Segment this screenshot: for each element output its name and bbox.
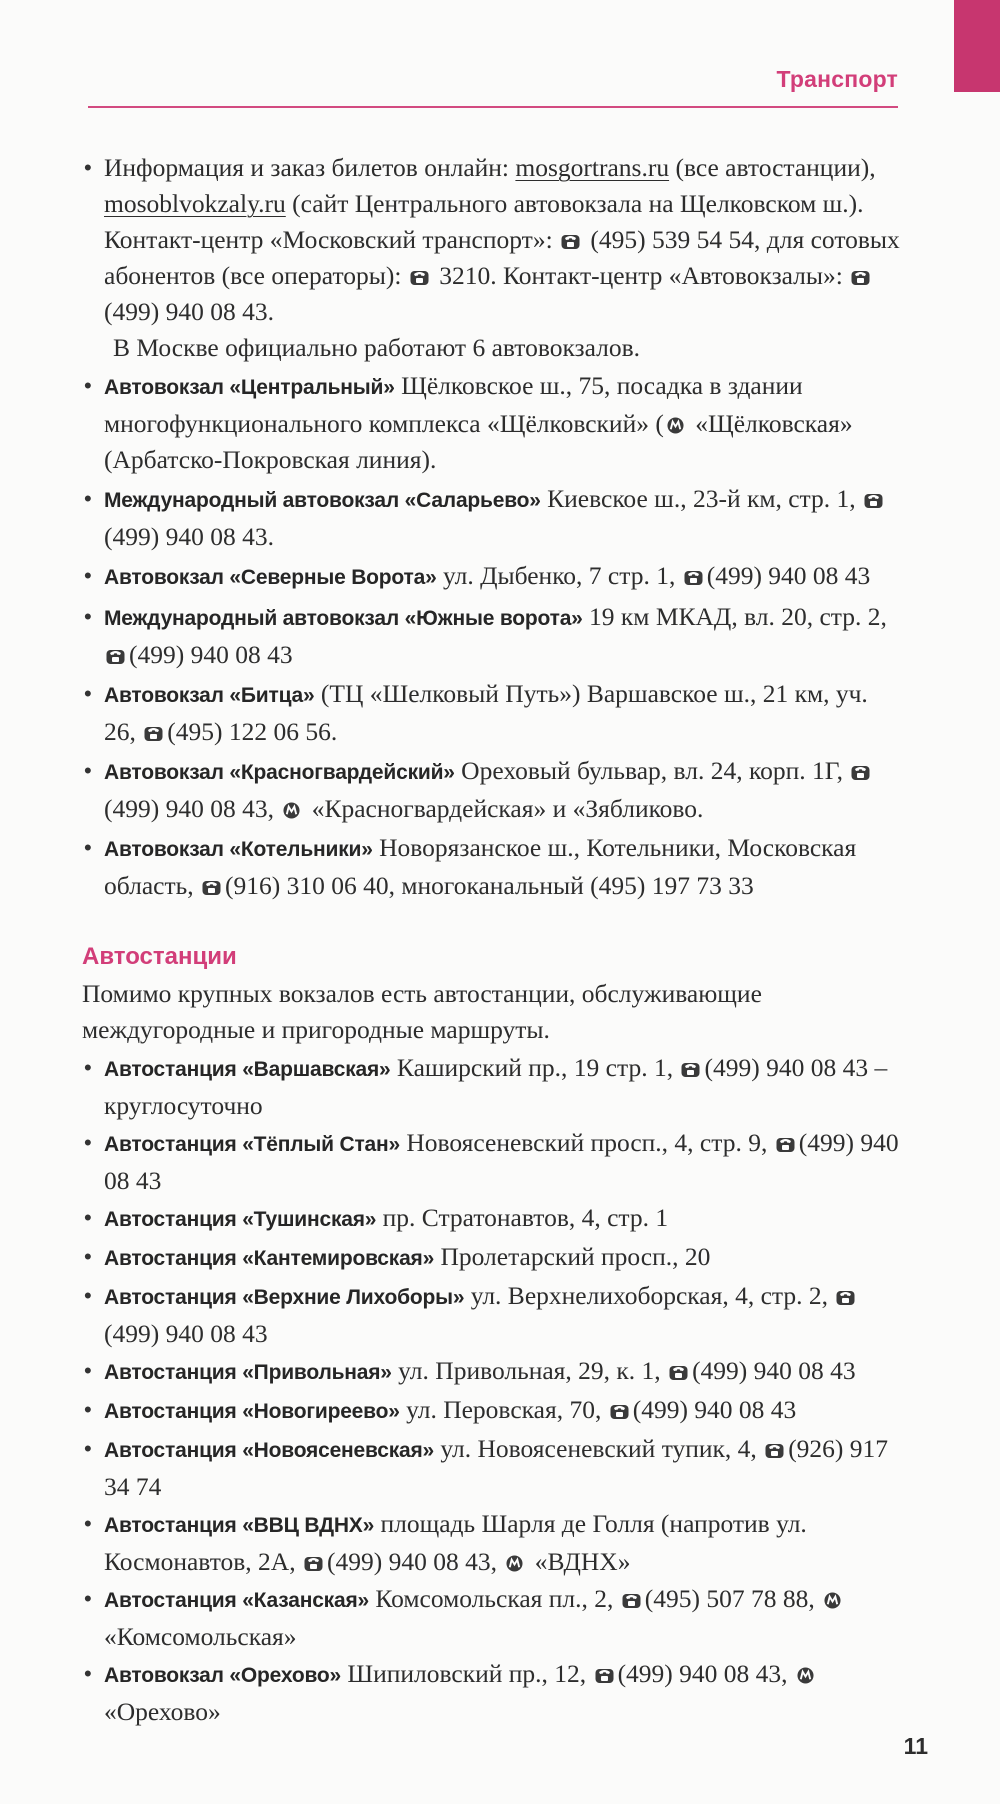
station-item [82,599,902,673]
station-address: Комсомольская пл., 2, [369,1584,620,1613]
bullet: • [84,835,92,860]
metro-station: «ВДНХ» [534,1547,631,1576]
phone-number: (499) 940 08 43 [706,561,871,590]
phone-number: (916) 310 06 40 [224,871,389,900]
metro-station: «Щёлковская» [695,409,853,438]
phone-number: (499) 940 08 43 [104,1128,899,1195]
phone-icon [622,1592,641,1609]
autostation-item [82,1353,902,1391]
station-address: Киевское ш., 23-й км, стр. 1, [540,484,863,513]
bullet: • [84,1055,92,1080]
intro-text: . Контакт-центр «Автовокзалы»: [490,261,850,290]
metro-icon [666,417,685,434]
metro-station: «Комсомольская» [104,1622,297,1651]
bullet: • [84,1436,92,1461]
station-address: пр. Стратонавтов, 4, стр. 1 [376,1203,669,1232]
autostation-item [82,1431,902,1505]
station-note: , [781,1659,794,1688]
phone-number: (926) 917 34 74 [104,1434,889,1501]
station-name: Автовокзал «Красногвардейский» [104,761,455,784]
station-name: Автовокзал «Орехово» [104,1664,341,1687]
bullet: • [84,1283,92,1308]
station-address: Каширский пр., 19 стр. 1, [390,1053,680,1082]
phone-number: 3210 [439,261,491,290]
link-mosgortrans[interactable]: mosgortrans.ru [515,153,670,182]
intro-text: , для сотовых абонентов (все операторы): [104,225,900,290]
station-item [82,676,902,750]
intro-text: . [267,297,274,326]
autostation-item [82,1581,902,1655]
bullet: • [84,1397,92,1422]
intro-list [82,150,902,330]
phone-icon [304,1555,323,1572]
station-item [82,753,902,827]
station-note: . [330,717,338,746]
station-name: Автостанция «ВВЦ ВДНХ» [104,1514,375,1537]
autostation-item [82,1125,902,1199]
metro-station: «Орехово» [104,1697,221,1726]
bullet: • [84,1661,92,1686]
station-address: Пролетарский просп., 20 [434,1242,711,1271]
autostation-item [82,1656,902,1730]
station-item [82,368,902,478]
bullet: • [84,1205,92,1230]
station-name: Автостанция «Новогиреево» [104,1400,400,1423]
station-address: ул. Привольная, 29, к. 1, [391,1356,668,1385]
phone-number: (495) 122 06 56 [167,717,331,746]
station-address: Щёлковское ш., 75, посадка в здании многофункционального комплекса «Щёлковский» ( [104,371,803,438]
bullet: • [84,155,92,180]
phone-icon [410,269,429,286]
station-note: , [808,1584,822,1613]
chapter-tab-marker [954,0,1000,92]
phone-number: (499) 940 08 43 [104,1319,268,1348]
autostation-item [82,1239,902,1277]
metro-icon [796,1667,815,1684]
station-name: Автостанция «Тушинская» [104,1208,377,1231]
station-address: ул. Новоясеневский тупик, 4, [434,1434,764,1463]
phone-number: (499) 940 08 43 [104,794,268,823]
station-name: Международный автовокзал «Саларьево» [104,489,541,512]
station-item [82,481,902,555]
station-item [82,558,902,596]
station-name: Автостанция «Привольная» [104,1361,392,1384]
phone-icon [106,648,125,665]
metro-icon [823,1592,842,1609]
bullet: • [84,604,92,629]
phone-icon [202,879,221,896]
station-address: (ТЦ «Шелковый Путь») Варшавское ш., 21 км, уч. 26, [104,679,868,746]
phone-icon [864,492,883,509]
autostation-item [82,1392,902,1430]
autostations-intro: Помимо крупных вокзалов есть автостанции, обслуживающие междугородные и пригородные маршруты. [82,979,762,1044]
bullet: • [84,758,92,783]
phone-icon [561,233,580,250]
phone-number: (499) 940 08 43 [326,1547,491,1576]
station-address: Новорязанское ш., Котельники, Московская область, [104,833,857,900]
bus-stations-list [82,368,902,904]
bullet: • [84,373,92,398]
bullet: • [84,1130,92,1155]
phone-number: (499) 940 08 43 [104,297,268,326]
page-number: 11 [903,1733,928,1759]
station-item [82,830,902,904]
bullet: • [84,1586,92,1611]
station-note: , многоканальный (495) 197 73 33 [388,871,754,900]
phone-number: (495) 539 54 54 [590,225,755,254]
phone-icon [669,1364,688,1381]
bullet: • [84,486,92,511]
station-address: Шипиловский пр., 12, [341,1659,593,1688]
phone-number: (499) 940 08 43 [632,1395,797,1424]
station-name: Автостанция «Новоясеневская» [104,1439,435,1462]
station-name: Автостанция «Казанская» [104,1589,370,1612]
intro-text: (сайт Центрального автовокзала на Щелковском ш.). Контакт-центр «Московский транспорт»: [104,189,864,254]
station-name: Автостанция «Кантемировская» [104,1247,435,1270]
info-paragraph [82,150,902,330]
phone-icon [851,269,870,286]
autostation-item [82,1278,902,1352]
station-name: Автостанция «Тёплый Стан» [104,1133,400,1156]
phone-number: (499) 940 08 43 [692,1356,856,1385]
station-name: Автовокзал «Битца» [104,684,315,707]
station-name: Автостанция «Варшавская» [104,1058,391,1081]
station-name: Автовокзал «Центральный» [104,376,395,399]
bullet: • [84,1244,92,1269]
autostation-item [82,1506,902,1580]
station-note: , [490,1547,504,1576]
phone-number: (499) 940 08 43 [129,640,293,669]
station-address: ул. Верхнелихоборская, 4, стр. 2, [464,1281,835,1310]
phone-icon [595,1667,614,1684]
phone-number: (495) 507 78 88 [644,1584,809,1613]
autostation-item [82,1050,902,1124]
phone-number: (499) 940 08 43 [104,522,268,551]
phone-icon [765,1442,784,1459]
autostations-list [82,1050,902,1730]
autostation-item [82,1200,902,1238]
metro-station: «Красногвардейская» и «Зябликово. [311,794,704,823]
station-address: Новоясеневский просп., 4, стр. 9, [399,1128,774,1157]
page-content [82,150,902,1731]
stations-intro: В Москве официально работают 6 автовокзалов. [113,333,641,362]
metro-icon [282,802,301,819]
section-title: Транспорт [776,66,898,92]
phone-icon [836,1289,855,1306]
station-note: – круглосуточно [104,1053,888,1120]
station-name: Международный автовокзал «Южные ворота» [104,607,583,630]
intro-text: (все автостанции), [669,153,876,182]
bullet: • [84,1511,92,1536]
station-address: ул. Дыбенко, 7 стр. 1, [436,561,682,590]
station-name: Автостанция «Верхние Лихоборы» [104,1286,465,1309]
station-address: площадь Шарля де Голля (напротив ул. Космонавтов, 2А, [104,1509,807,1576]
phone-icon [776,1136,795,1153]
bullet: • [84,1358,92,1383]
station-name: Автовокзал «Северные Ворота» [104,566,437,589]
station-name: Автовокзал «Котельники» [104,838,373,861]
station-address: 19 км МКАД, вл. 20, стр. 2, [582,602,887,631]
phone-number: (499) 940 08 43 [617,1659,782,1688]
station-address: ул. Перовская, 70, [399,1395,608,1424]
station-address: Ореховый бульвар, вл. 24, корп. 1Г, [454,756,850,785]
phone-icon [144,725,163,742]
station-note: (Арбатско-Покровская линия). [104,445,437,474]
link-mosoblvokzaly[interactable]: mosoblvokzaly.ru [104,189,286,218]
phone-icon [610,1403,629,1420]
running-header [88,64,898,108]
phone-icon [851,764,870,781]
bullet: • [84,681,92,706]
station-note: . [267,522,274,551]
metro-icon [505,1555,524,1572]
intro-text: Информация и заказ билетов онлайн: [104,153,516,182]
phone-icon [681,1061,700,1078]
phone-icon [684,569,703,586]
autostations-heading: Автостанции [82,943,237,970]
bullet: • [84,563,92,588]
phone-number: (499) 940 08 43 [704,1053,869,1082]
station-note: , [267,794,281,823]
